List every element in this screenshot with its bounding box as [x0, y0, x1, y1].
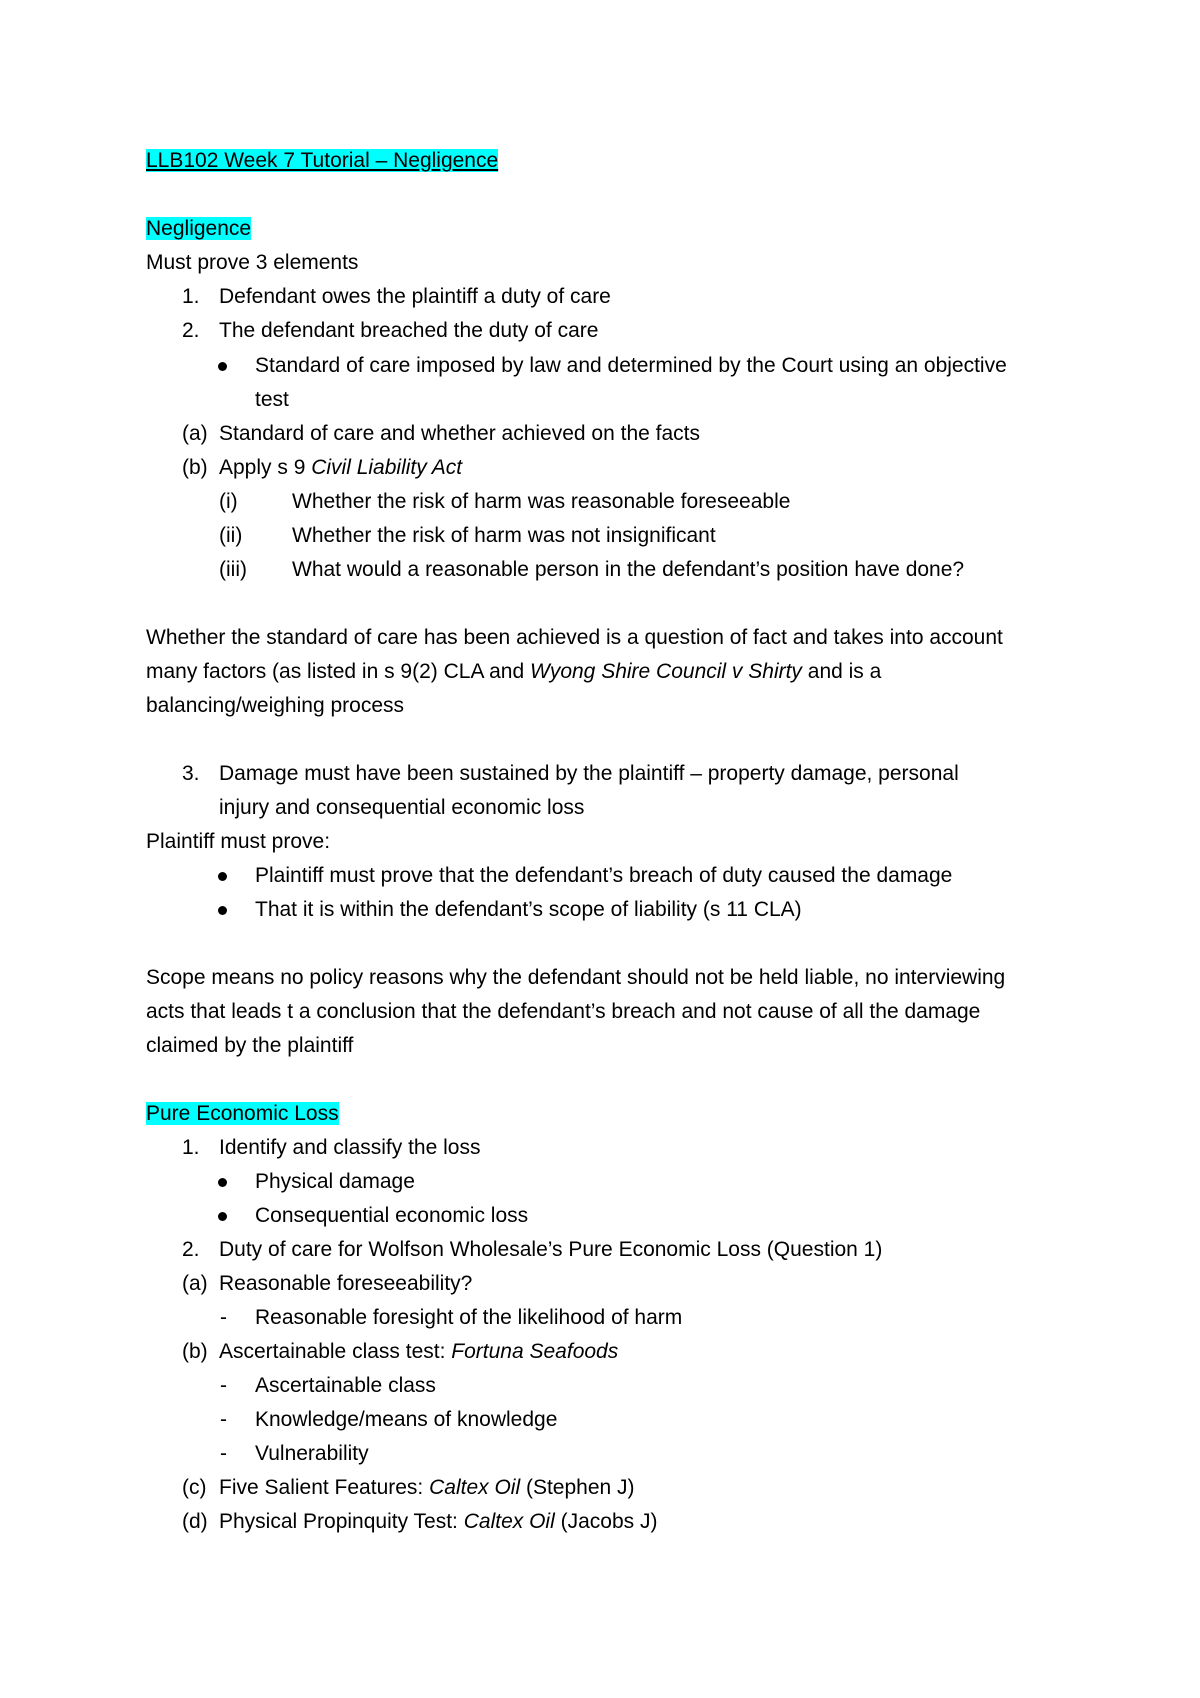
- bullet-item: Standard of care imposed by law and determined by the Court using an objective: [255, 354, 1007, 377]
- dash-marker: -: [220, 1374, 227, 1397]
- sub-item: [219, 455, 462, 481]
- roman-label: (i): [219, 490, 238, 513]
- sub-item: [219, 1509, 657, 1535]
- sub-item: [219, 1339, 618, 1365]
- bullet-icon: [218, 1178, 227, 1187]
- list-item: Duty of care for Wolfson Wholesale’s Pure Economic Loss (Question 1): [219, 1238, 883, 1261]
- list-number: 2.: [182, 1238, 200, 1261]
- sub-item-text: Ascertainable class test:: [219, 1340, 452, 1363]
- dash-marker: -: [220, 1306, 227, 1329]
- sub-label: (b): [182, 1340, 208, 1363]
- list-item: Defendant owes the plaintiff a duty of care: [219, 285, 611, 308]
- roman-item: What would a reasonable person in the defendant’s position have done?: [292, 558, 965, 581]
- sub-item-text: Five Salient Features:: [219, 1476, 430, 1499]
- negligence-intro: Must prove 3 elements: [146, 251, 359, 274]
- list-number: 3.: [182, 762, 200, 785]
- dash-item: Vulnerability: [255, 1442, 369, 1465]
- sub-item: [219, 1475, 635, 1501]
- dash-item: Knowledge/means of knowledge: [255, 1408, 558, 1431]
- dash-item: Ascertainable class: [255, 1374, 436, 1397]
- roman-item: Whether the risk of harm was reasonable foreseeable: [292, 490, 791, 513]
- sub-label: (d): [182, 1510, 208, 1533]
- paragraph-line: balancing/weighing process: [146, 694, 404, 717]
- sub-item-text: Apply s 9: [219, 456, 312, 479]
- bullet-item: That it is within the defendant’s scope of liability (s 11 CLA): [255, 898, 802, 921]
- bullet-item-continuation: test: [255, 388, 289, 411]
- list-number: 1.: [182, 1136, 200, 1159]
- bullet-item: Plaintiff must prove that the defendant’s breach of duty caused the damage: [255, 864, 953, 887]
- bullet-icon: [218, 906, 227, 915]
- dash-marker: -: [220, 1408, 227, 1431]
- sub-item: Standard of care and whether achieved on the facts: [219, 422, 700, 445]
- sub-item-text: Physical Propinquity Test:: [219, 1510, 464, 1533]
- negligence-heading-text: Negligence: [146, 217, 252, 240]
- sub-label: (b): [182, 456, 208, 479]
- paragraph-line: acts that leads t a conclusion that the defendant’s breach and not cause of all the damage: [146, 1000, 981, 1023]
- paragraph-line: Whether the standard of care has been achieved is a question of fact and takes into account: [146, 626, 1003, 649]
- list-number: 2.: [182, 319, 200, 342]
- plaintiff-prove-label: Plaintiff must prove:: [146, 830, 331, 853]
- list-item-continuation: injury and consequential economic loss: [219, 796, 585, 819]
- bullet-icon: [218, 872, 227, 881]
- sub-item-text: (Stephen J): [520, 1476, 635, 1499]
- pure-economic-loss-heading-text: Pure Economic Loss: [146, 1102, 339, 1125]
- case-name: Fortuna Seafoods: [451, 1340, 619, 1363]
- roman-label: (iii): [219, 558, 247, 581]
- case-name: Caltex Oil: [429, 1476, 521, 1499]
- paragraph-text: and is a: [801, 660, 882, 683]
- bullet-item: Consequential economic loss: [255, 1204, 529, 1227]
- bullet-icon: [218, 362, 227, 371]
- sub-label: (a): [182, 1272, 208, 1295]
- sub-item-text: (Jacobs J): [554, 1510, 658, 1533]
- document-title: [146, 148, 498, 174]
- paragraph-line: Scope means no policy reasons why the defendant should not be held liable, no interviewing: [146, 966, 1006, 989]
- title-text: LLB102 Week 7 Tutorial – Negligence: [146, 149, 499, 172]
- sub-item: Reasonable foreseeability?: [219, 1272, 473, 1295]
- dash-marker: -: [220, 1442, 227, 1465]
- case-name: Wyong Shire Council v Shirty: [530, 660, 802, 683]
- pure-economic-loss-heading: [146, 1101, 339, 1127]
- negligence-heading: [146, 216, 251, 242]
- paragraph-line: claimed by the plaintiff: [146, 1034, 354, 1057]
- case-name: Caltex Oil: [463, 1510, 555, 1533]
- act-name: Civil Liability Act: [311, 456, 463, 479]
- dash-item: Reasonable foresight of the likelihood of harm: [255, 1306, 683, 1329]
- list-number: 1.: [182, 285, 200, 308]
- sub-label: (c): [182, 1476, 207, 1499]
- roman-label: (ii): [219, 524, 243, 547]
- bullet-item: Physical damage: [255, 1170, 415, 1193]
- bullet-icon: [218, 1212, 227, 1221]
- list-item: The defendant breached the duty of care: [219, 319, 599, 342]
- list-item: Identify and classify the loss: [219, 1136, 481, 1159]
- sub-label: (a): [182, 422, 208, 445]
- paragraph-text: many factors (as listed in s 9(2) CLA and: [146, 660, 530, 683]
- roman-item: Whether the risk of harm was not insignificant: [292, 524, 716, 547]
- list-item: Damage must have been sustained by the plaintiff – property damage, personal: [219, 762, 959, 785]
- paragraph-line: [146, 659, 881, 685]
